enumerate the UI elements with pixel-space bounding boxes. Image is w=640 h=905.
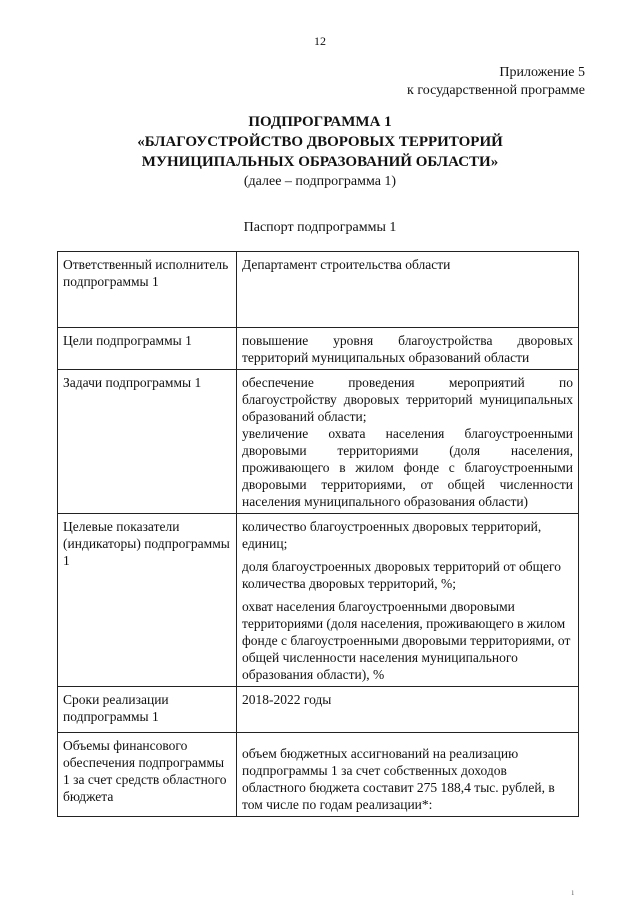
appendix-line-1: Приложение 5: [499, 65, 585, 80]
executor-value: Департамент строительства области: [237, 252, 579, 328]
period-value: 2018-2022 годы: [237, 687, 579, 733]
financing-value: объем бюджетных ассигнований на реализацию подпрограммы 1 за счет собственных доходов областного бюджета составит 275 188,4 тыс. рублей, в том числе по годам реализации*:: [242, 746, 555, 812]
tasks-value-1: обеспечение проведения мероприятий по благоустройству дворовых территорий муниципальных образований области;: [242, 375, 573, 424]
tasks-label: Задачи подпрограммы 1: [58, 370, 237, 514]
tasks-cell: [237, 370, 579, 514]
goals-label: Цели подпрограммы 1: [58, 328, 237, 370]
table-row-period: [58, 687, 579, 733]
title-line-3: МУНИЦИПАЛЬНЫХ ОБРАЗОВАНИЙ ОБЛАСТИ»: [141, 154, 499, 170]
indicators-label: Целевые показатели (индикаторы) подпрограммы 1: [58, 514, 237, 687]
passport-title: Паспорт подпрограммы 1: [243, 220, 397, 235]
page-number: 12: [314, 34, 326, 48]
financing-cell: [237, 733, 579, 817]
appendix-note: [285, 64, 585, 100]
goals-cell: [237, 328, 579, 370]
appendix-line-2: к государственной программе: [407, 83, 585, 98]
title-line-2: «БЛАГОУСТРОЙСТВО ДВОРОВЫХ ТЕРРИТОРИЙ: [137, 134, 503, 150]
goals-value: повышение уровня благоустройства дворовых территорий муниципальных образований области: [242, 333, 573, 365]
table-row-executor: [58, 252, 579, 328]
scan-mark: ı: [571, 887, 574, 897]
indicator-2: доля благоустроенных дворовых территорий от общего количества дворовых территорий, %;: [242, 559, 562, 591]
table-row-indicators: [58, 514, 579, 687]
table-row-goals: [58, 328, 579, 370]
title-line-1: ПОДПРОГРАММА 1: [248, 114, 392, 130]
subprogram-title: [0, 112, 640, 192]
financing-label: Объемы финансового обеспечения подпрограммы 1 за счет средств областного бюджета: [58, 733, 237, 817]
passport-table: [57, 251, 579, 817]
executor-label: Ответственный исполнитель подпрограммы 1: [58, 252, 237, 328]
indicators-cell: [237, 514, 579, 687]
indicator-1: количество благоустроенных дворовых территорий, единиц;: [242, 519, 542, 551]
table-row-tasks: [58, 370, 579, 514]
period-label: Сроки реализации подпрограммы 1: [58, 687, 237, 733]
indicator-3: охват населения благоустроенными дворовыми территориями (доля населения, проживающего в жилом фонде с благоустроенными дворовыми территориями, от общей численности населения муниципального образования области), %: [242, 599, 571, 682]
title-line-4: (далее – подпрограмма 1): [243, 174, 397, 189]
table-row-financing: [58, 733, 579, 817]
tasks-value-2: увеличение охвата населения благоустроенными дворовыми территориями (доля населения, проживающего в жилом фонде с благоустроенными дворовыми территориями, от общей численности населения муниципального образования области): [242, 426, 573, 509]
